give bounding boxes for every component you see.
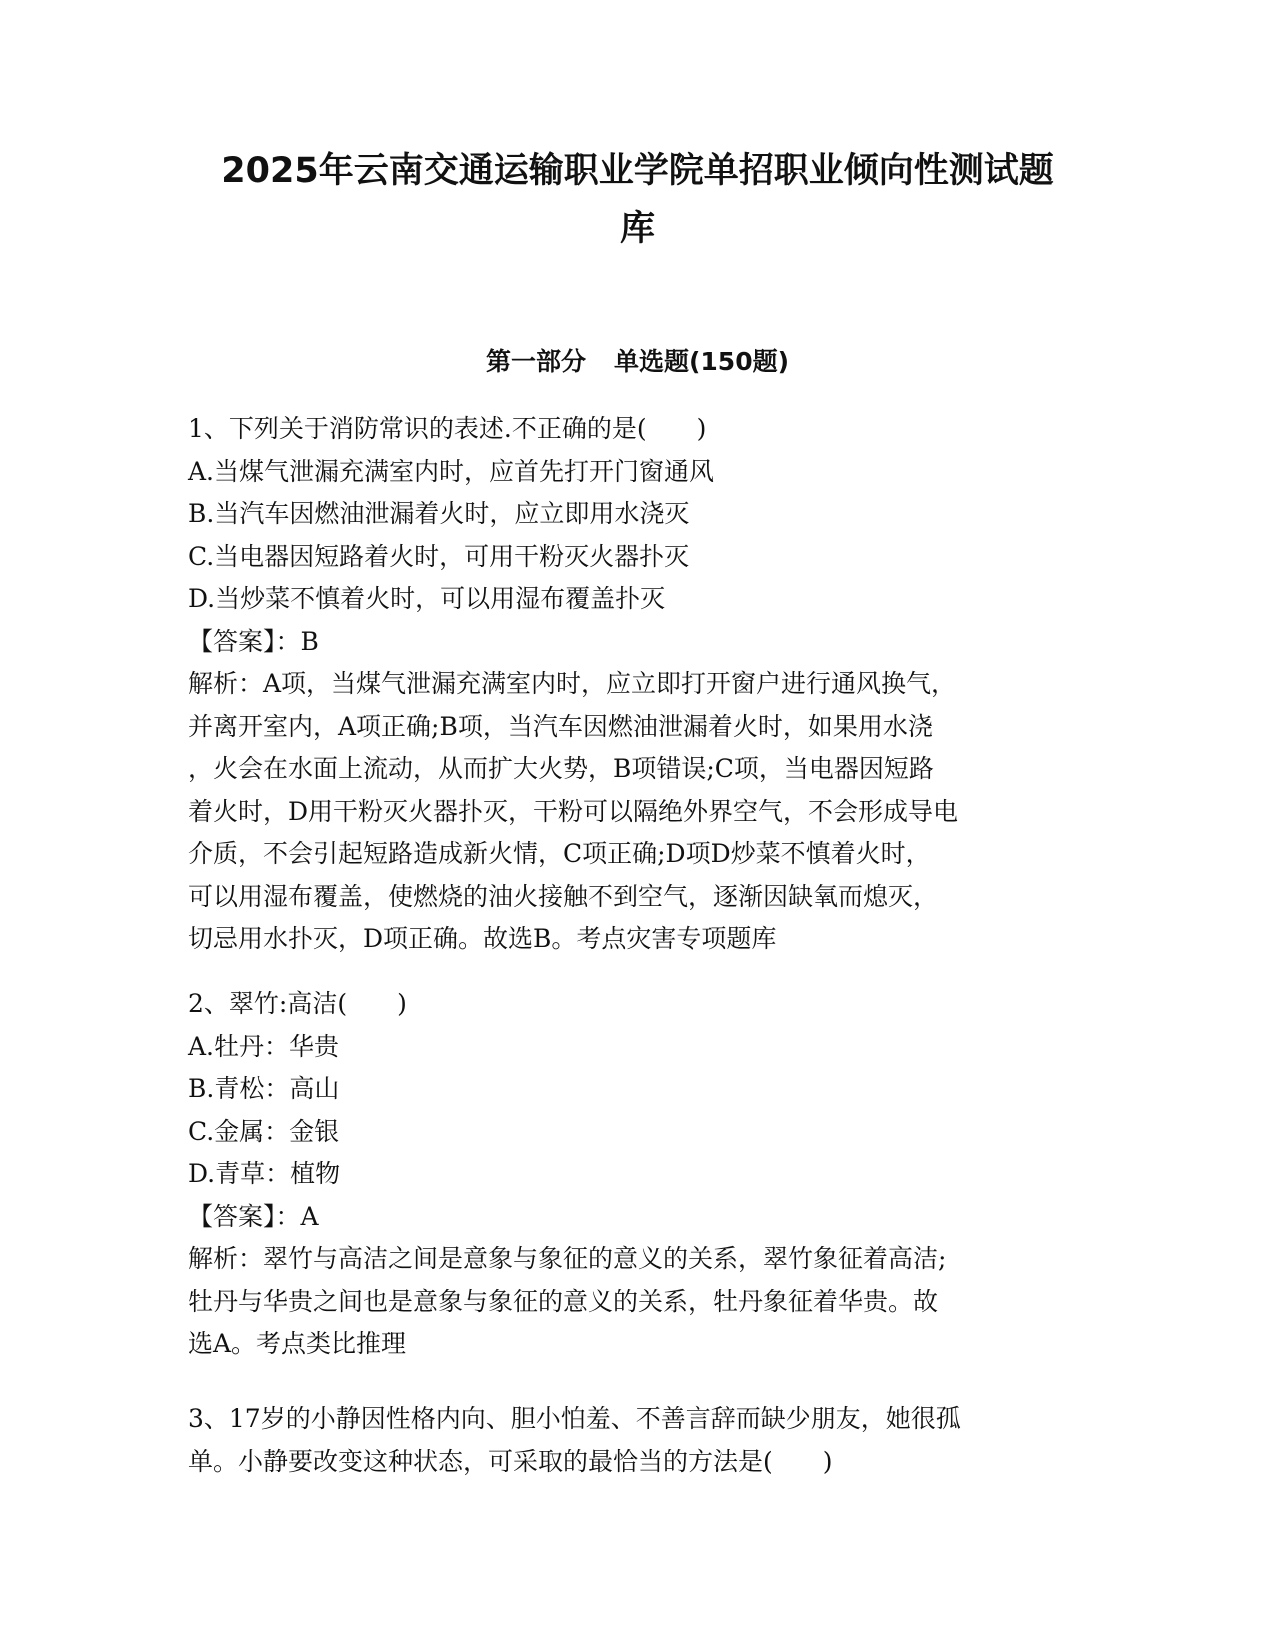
analysis-line: ，火会在水面上流动，从而扩大火势，B项错误;C项，当电器因短路 [188,754,934,783]
question-stem: 单。小静要改变这种状态，可采取的最恰当的方法是( ) [188,1446,833,1476]
option-a: A.当煤气泄漏充满室内时，应首先打开门窗通风 [188,456,715,486]
analysis-line: 牡丹与华贵之间也是意象与象征的意义的关系，牡丹象征着华贵。故 [188,1286,939,1316]
question-stem: 2、翠竹:高洁( ) [188,989,407,1018]
option-c: C.金属：金银 [188,1116,340,1146]
question-stem: 3、17岁的小静因性格内向、胆小怕羞、不善言辞而缺少朋友，她很孤 [188,1404,961,1433]
section-heading [150,344,1125,380]
section-name-label: 单选题(150题) [613,347,790,376]
analysis-line: 解析：A项，当煤气泄漏充满室内时，应立即打开窗户进行通风换气， [188,669,957,698]
section-part-label: 第一部分 [485,347,586,376]
document-title [150,142,1125,258]
question-2 [188,983,1088,1366]
question-stem: 1、下列关于消防常识的表述.不正确的是( ) [188,414,707,443]
question-3 [188,1398,1088,1483]
title-line-1: 2025年云南交通运输职业学院单招职业倾向性测试题 [221,151,1054,191]
analysis-line: 切忌用水扑灭，D项正确。故选B。考点灾害专项题库 [188,924,777,953]
analysis-line: 着火时，D用干粉灭火器扑灭，干粉可以隔绝外界空气，不会形成导电 [188,796,959,826]
analysis-line: 选A。考点类比推理 [188,1329,407,1358]
analysis-line: 可以用湿布覆盖，使燃烧的油火接触不到空气，逐渐因缺氧而熄灭， [188,881,939,911]
option-b: B.当汽车因燃油泄漏着火时，应立即用水浇灭 [188,499,690,528]
analysis-line: 并离开室内，A项正确;B项，当汽车因燃油泄漏着火时，如果用水浇 [188,711,933,741]
option-a: A.牡丹：华贵 [188,1031,340,1061]
option-d: D.青草：植物 [188,1159,341,1188]
title-line-2: 库 [619,209,655,249]
answer-line: 【答案】：B [188,626,319,656]
answer-line: 【答案】：A [188,1201,319,1231]
option-d: D.当炒菜不慎着火时，可以用湿布覆盖扑灭 [188,584,666,613]
question-1 [188,408,1088,961]
option-b: B.青松：高山 [188,1074,340,1103]
option-c: C.当电器因短路着火时，可用干粉灭火器扑灭 [188,541,690,571]
analysis-line: 介质，不会引起短路造成新火情，C项正确;D项D炒菜不慎着火时， [188,839,931,868]
analysis-line: 解析：翠竹与高洁之间是意象与象征的意义的关系，翠竹象征着高洁; [188,1244,947,1273]
